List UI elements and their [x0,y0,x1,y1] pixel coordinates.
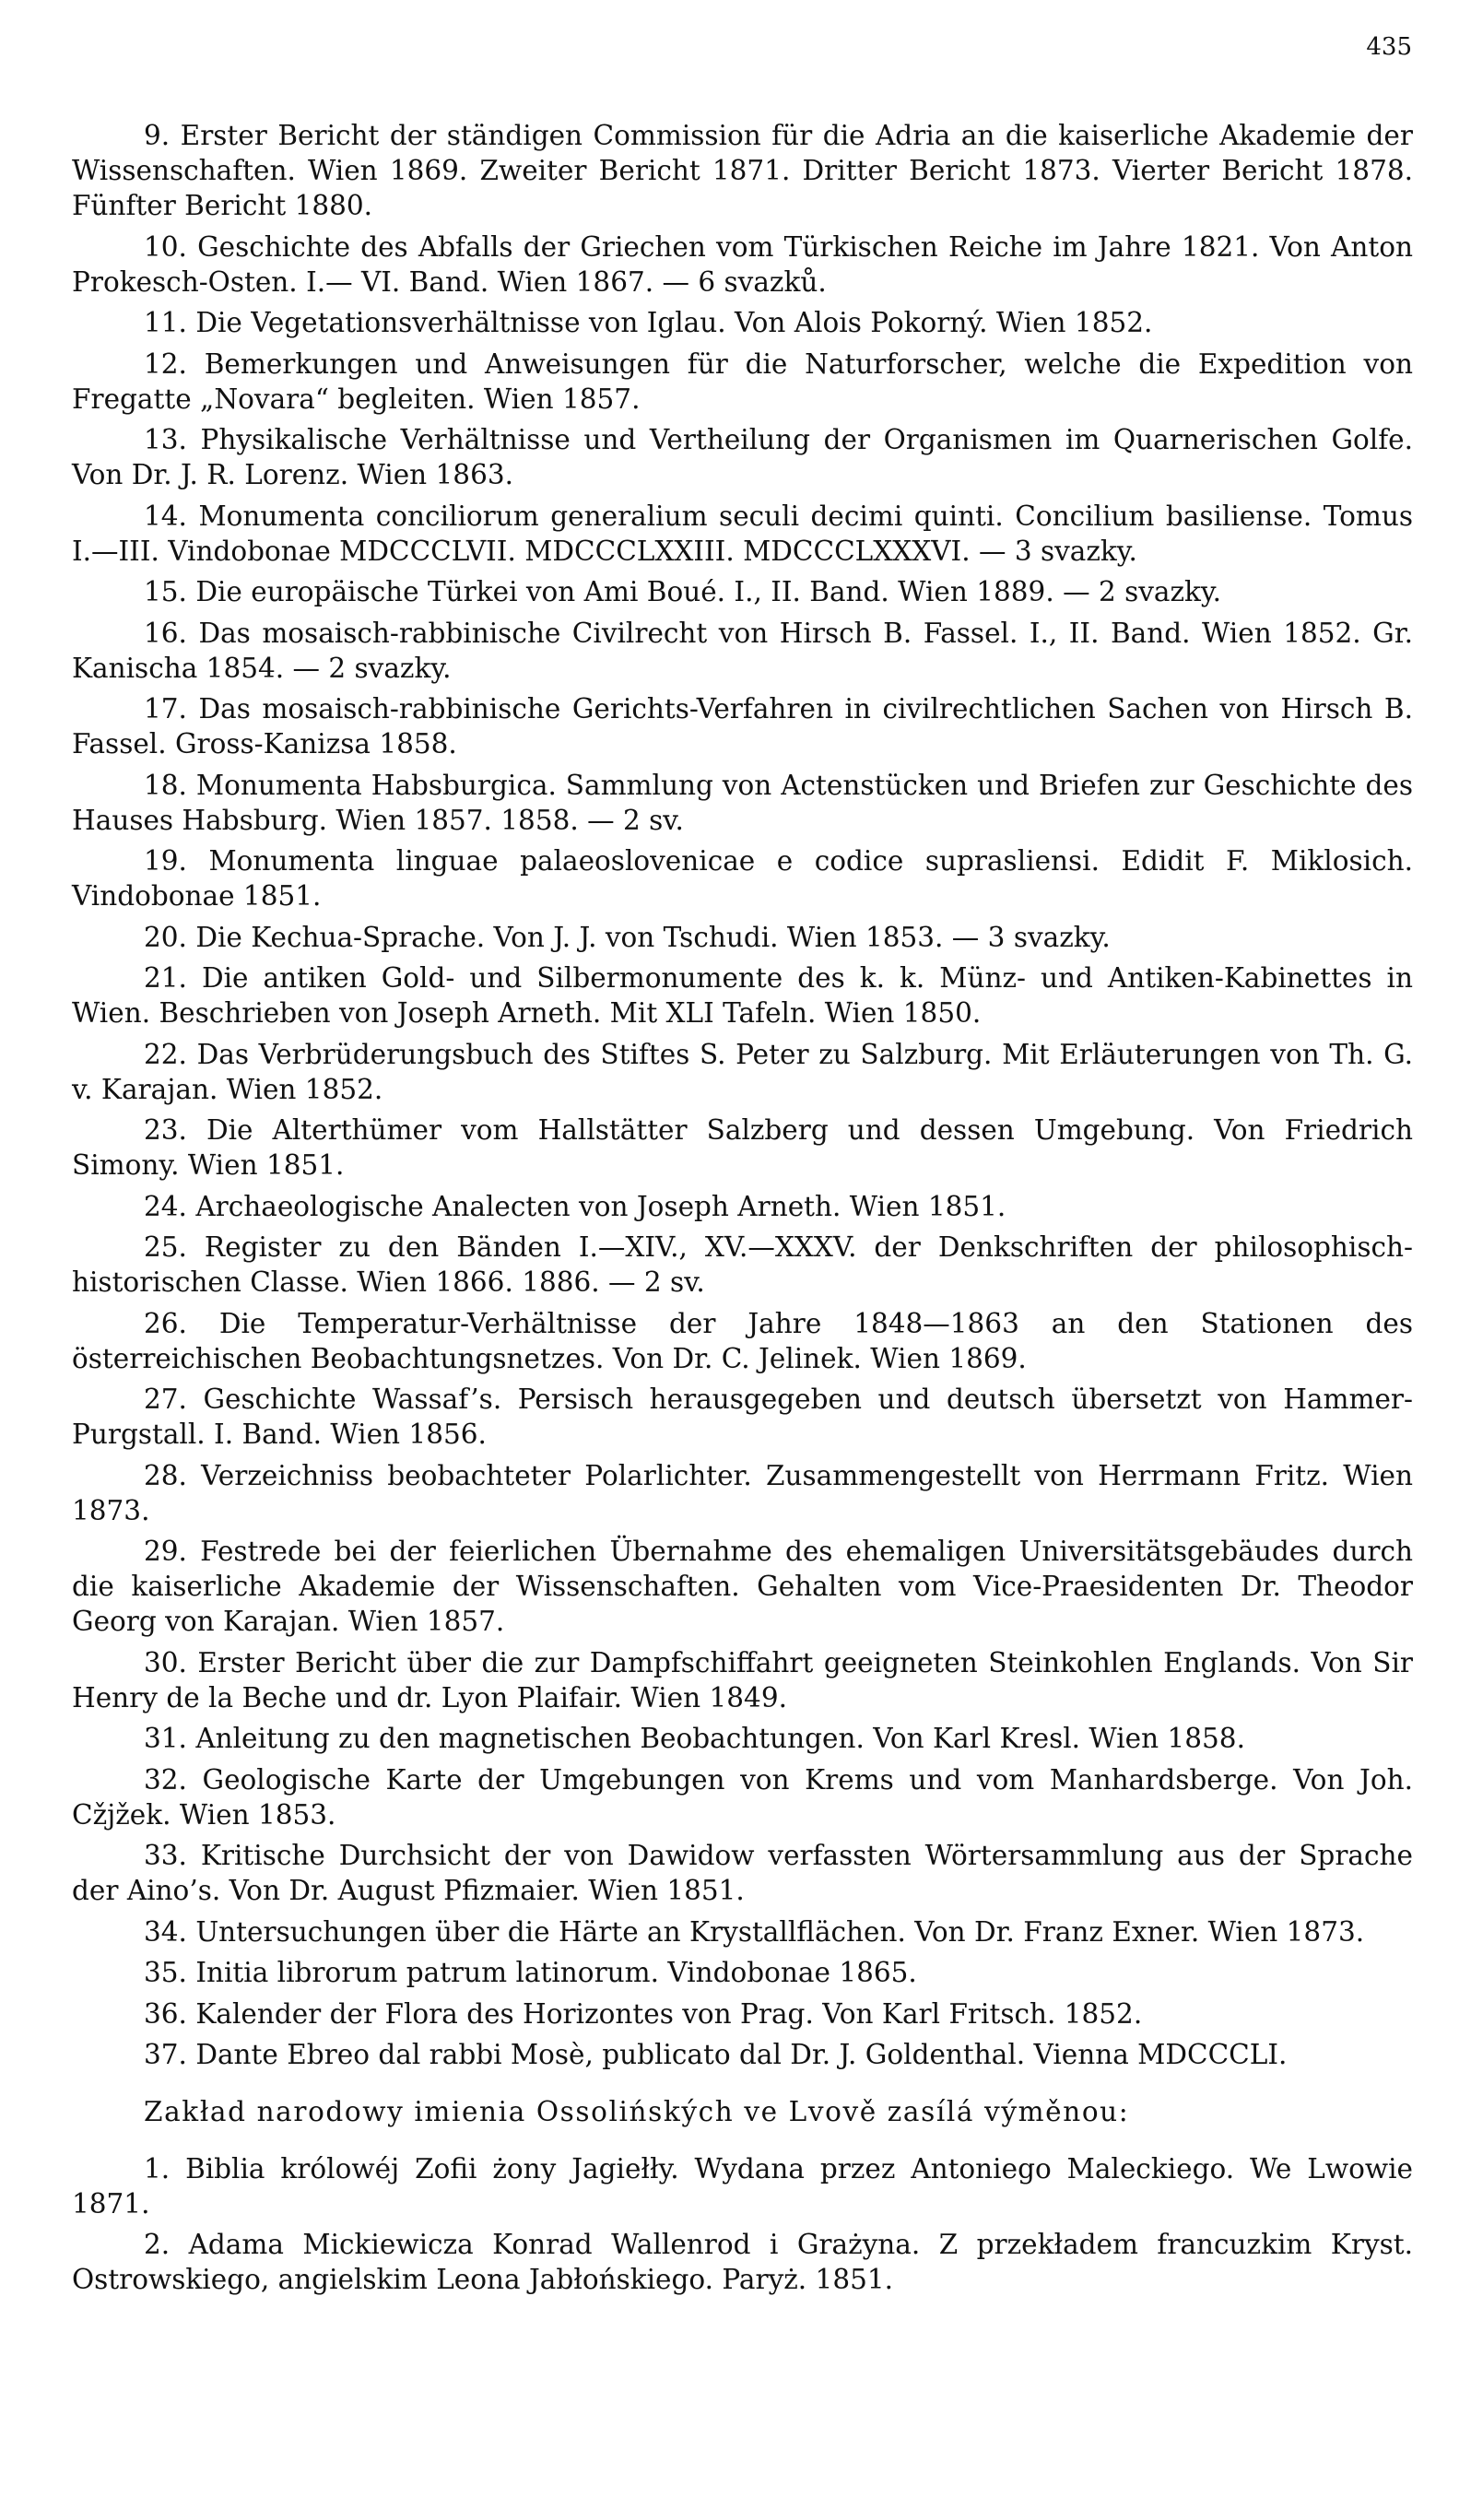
entry-number: 15. [144,576,187,607]
entry-text: Erster Bericht über die zur Dampfschiffahrt geeigneten Steinkohlen Englands. Von Sir Henry de la Beche und dr. Lyon Plaifair. Wien 1849. [72,1646,1413,1713]
list-item [72,118,1413,223]
list-item [72,1189,1413,1224]
entry-text: Dante Ebreo dal rabbi Mosè, publicato dal Dr. J. Goldenthal. Vienna MDCCCLI. [195,2039,1288,2070]
entry-number: 12. [144,347,187,380]
section-heading: Zakład narodowy imienia Ossolińských ve Lvově zasílá výměnou: [144,2096,1130,2127]
entry-text: Das mosaisch-rabbinische Gerichts-Verfahren in civilrechtlichen Sachen von Hirsch B. Fassel. Gross-Kanizsa 1858. [72,693,1413,760]
list-item [72,499,1413,569]
publication-list [72,118,1413,2072]
page-content [72,118,1413,2302]
entry-number: 16. [144,617,187,649]
entry-number: 21. [144,962,187,994]
entry-text: Geologische Karte der Umgebungen von Krems und vom Manhardsberge. Von Joh. Cžjžek. Wien 1853. [72,1763,1413,1831]
entry-text: Adama Mickiewicza Konrad Wallenrod i Grażyna. Z przekładem francuzkim Kryst. Ostrowskiego, angielskim Leona Jabłońskiego. Paryż. 1851. [72,2229,1413,2295]
entry-number: 24. [144,1190,187,1222]
list-item [72,1955,1413,1990]
entry-text: Untersuchungen über die Härte an Krystallflächen. Von Dr. Franz Exner. Wien 1873. [195,1915,1365,1948]
entry-number: 33. [144,1840,187,1871]
list-item [72,305,1413,340]
list-item [72,920,1413,955]
list-item [72,2227,1413,2297]
entry-number: 2. [144,2229,171,2260]
entry-text: Kritische Durchsicht der von Dawidow verfassten Wörtersammlung aus der Sprache der Aino’s. Von Dr. August Pfizmaier. Wien 1851. [72,1840,1413,1906]
entry-text: Initia librorum patrum latinorum. Vindobonae 1865. [195,1957,917,1988]
list-item [72,1838,1413,1908]
list-item [72,1382,1413,1452]
entry-number: 14. [144,500,187,532]
entry-number: 20. [144,921,187,953]
entry-number: 32. [144,1763,187,1796]
entry-text: Das Verbrüderungsbuch des Stiftes S. Peter zu Salzburg. Mit Erläuterungen von Th. G. v. Karajan. Wien 1852. [72,1038,1413,1105]
entry-number: 37. [144,2039,187,2070]
entry-text: Die antiken Gold- und Silbermonumente des k. k. Münz- und Antiken-Kabinettes in Wien. Beschrieben von Joseph Arneth. Mit XLI Tafeln. Wien 1850. [72,962,1413,1029]
entry-text: Die Alterthümer vom Hallstätter Salzberg und dessen Umgebung. Von Friedrich Simony. Wien 1851. [72,1114,1413,1181]
entry-text: Biblia królowéj Zofii żony Jagiełły. Wydana przez Antoniego Maleckiego. We Lwowie 1871. [72,2153,1413,2220]
list-item [72,616,1413,686]
list-item [72,1721,1413,1756]
entry-text: Das mosaisch-rabbinische Civilrecht von Hirsch B. Fassel. I., II. Band. Wien 1852. Gr. Kanischa 1854. — 2 svazky. [72,617,1413,684]
entry-text: Anleitung zu den magnetischen Beobachtungen. Von Karl Kresl. Wien 1858. [195,1723,1245,1754]
entry-number: 22. [144,1038,187,1070]
entry-number: 10. [144,230,187,263]
entry-text: Monumenta linguae palaeoslovenicae e codice suprasliensi. Edidit F. Miklosich. Vindobonae 1851. [72,845,1413,912]
entry-number: 27. [144,1384,187,1415]
entry-text: Die europäische Türkei von Ami Boué. I., II. Band. Wien 1889. — 2 svazky. [195,576,1222,607]
list-item [72,768,1413,838]
entry-number: 13. [144,424,187,455]
entry-text: Die Vegetationsverhältnisse von Iglau. Von Alois Pokorný. Wien 1852. [195,307,1153,338]
entry-text: Die Temperatur-Verhältnisse der Jahre 1848—1863 an den Stationen des österreichischen Beobachtungsnetzes. Von Dr. C. Jelinek. Wien 1869. [72,1307,1413,1374]
entry-text: Bemerkungen und Anweisungen für die Naturforscher, welche die Expedition von Fregatte „Novara“ begleiten. Wien 1857. [72,347,1413,415]
entry-text: Geschichte Wassaf’s. Persisch herausgegeben und deutsch übersetzt von Hammer-Purgstall. I. Band. Wien 1856. [72,1384,1413,1450]
list-item [72,2151,1413,2221]
entry-number: 35. [144,1957,187,1988]
list-item [72,1534,1413,1639]
list-item [72,422,1413,492]
entry-number: 11. [144,307,187,338]
entry-number: 19. [144,845,187,877]
entry-number: 30. [144,1646,187,1678]
list-item [72,1996,1413,2031]
entry-number: 26. [144,1307,187,1339]
list-item [72,1306,1413,1376]
list-item [72,843,1413,913]
entry-text: Geschichte des Abfalls der Griechen vom Türkischen Reiche im Jahre 1821. Von Anton Prokesch-Osten. I.— VI. Band. Wien 1867. — 6 svazků. [72,230,1413,298]
list-item [72,2037,1413,2072]
entry-number: 29. [144,1536,187,1567]
entry-number: 31. [144,1723,187,1754]
entry-number: 34. [144,1915,187,1948]
entry-number: 28. [144,1459,187,1491]
entry-text: Erster Bericht der ständigen Commission für die Adria an die kaiserliche Akademie der Wissenschaften. Wien 1869. Zweiter Bericht 1871. Dritter Bericht 1873. Vierter Bericht 1878. Fünfter Bericht 1880. [72,120,1413,221]
entry-text: Festrede bei der feierlichen Übernahme des ehemaligen Universitätsgebäudes durch die kaiserliche Akademie der Wissenschaften. Gehalten vom Vice-Praesidenten Dr. Theodor Georg von Karajan. Wien 1857. [72,1536,1413,1637]
exchange-publication-list [72,2151,1413,2297]
entry-text: Archaeologische Analecten von Joseph Arneth. Wien 1851. [195,1190,1006,1222]
entry-text: Verzeichniss beobachteter Polarlichter. Zusammengestellt von Herrmann Fritz. Wien 1873. [72,1459,1413,1526]
entry-number: 17. [144,693,187,724]
entry-text: Monumenta Habsburgica. Sammlung von Actenstücken und Briefen zur Geschichte des Hauses Habsburg. Wien 1857. 1858. — 2 sv. [72,769,1413,836]
list-item [72,574,1413,609]
entry-text: Die Kechua-Sprache. Von J. J. von Tschudi. Wien 1853. — 3 svazky. [195,921,1111,953]
list-item [72,691,1413,761]
list-item [72,230,1413,300]
entry-number: 9. [144,120,171,151]
list-item [72,1458,1413,1528]
entry-number: 23. [144,1114,187,1146]
list-item [72,1230,1413,1300]
list-item [72,1113,1413,1183]
entry-text: Monumenta conciliorum generalium seculi decimi quinti. Concilium basiliense. Tomus I.—III. Vindobonae MDCCCLVII. MDCCCLXXIII. MDCCCLXXXVI. — 3 svazky. [72,500,1413,567]
list-item [72,1762,1413,1832]
entry-text: Kalender der Flora des Horizontes von Prag. Von Karl Fritsch. 1852. [195,1997,1143,2030]
entry-text: Physikalische Verhältnisse und Vertheilung der Organismen im Quarnerischen Golfe. Von Dr. J. R. Lorenz. Wien 1863. [72,424,1413,490]
page-number: 435 [1366,33,1412,61]
entry-text: Register zu den Bänden I.—XIV., XV.—XXXV. der Denkschriften der philosophisch-historischen Classe. Wien 1866. 1886. — 2 sv. [72,1231,1413,1298]
list-item [72,347,1413,417]
list-item [72,1037,1413,1107]
list-item [72,1645,1413,1715]
list-item [72,960,1413,1030]
entry-number: 18. [144,769,187,801]
entry-number: 1. [144,2153,171,2184]
entry-number: 36. [144,1997,187,2030]
entry-number: 25. [144,1231,187,1263]
list-item [72,1914,1413,1949]
